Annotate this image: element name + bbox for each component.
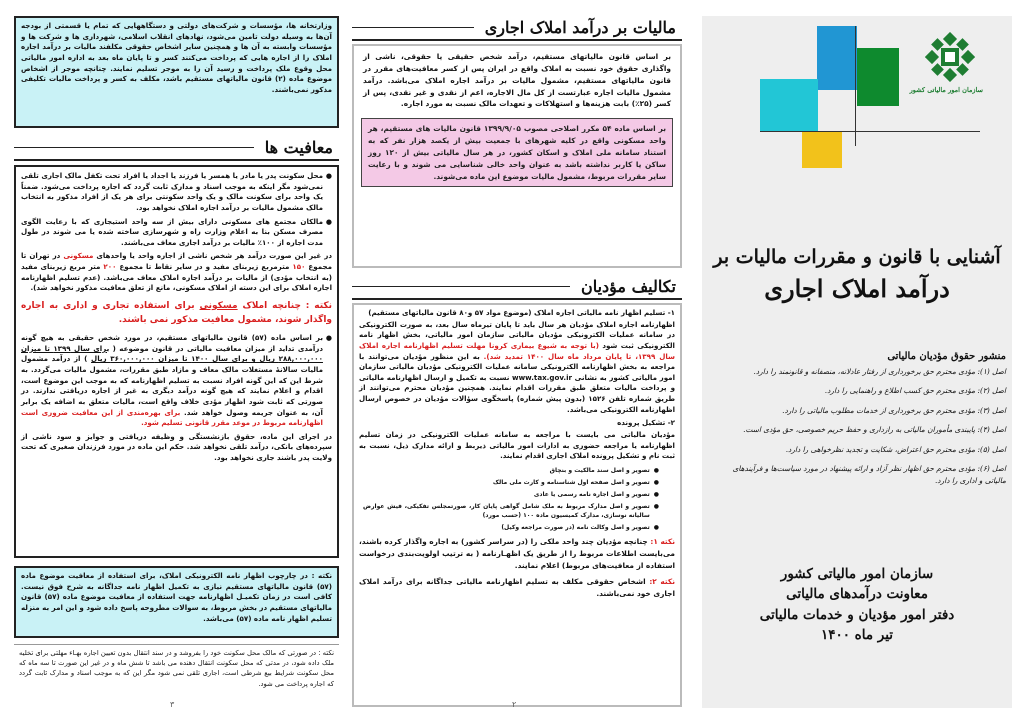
cover-title-line-1: آشنایی با قانون و مقررات مالیات بر bbox=[713, 246, 1001, 268]
tax-org-logo-icon bbox=[925, 32, 975, 82]
rental-tax-heading: مالیات بر درآمد املاک اجاری bbox=[484, 18, 676, 37]
exemption-item-1: ● محل سکونت پدر یا مادر یا همسر یا فرزند یا اجداد یا افراد تحت تکفل مالک اجاری تلقی نمی‌شود مگر اینکه به موجب اسناد و مدارک ثابت گردد که اجاره پرداخت می‌شود. ضمناً یک واحد برای سکونت مالک و یک واحد سکونتی برای هر یک از افراد مذکور به انتخاب مالک مشمول مالیات بر درآمد اجاره املاک نخواهد بود. bbox=[21, 171, 332, 214]
charter-article-1: اصل (۱): مؤدی محترم حق برخورداری از رفتار عادلانه، منصفانه و قانونمند را دارد. bbox=[753, 367, 1006, 376]
exemption-area-paragraph bbox=[21, 251, 332, 294]
bullet-icon: ● bbox=[653, 523, 659, 531]
duty-2-text: مؤدیان مالیاتی می بایست با مراجعه به سامانه عملیات الکترونیکی در زمان تسلیم اظهارنامه یا مراجعه حضوری به ادارات امور مالیاتی ذیربط و ارائه مدارک ذیل، نسبت به ثبت نام و تشکیل پرونده املاک اجاری اقدام نمایند. bbox=[359, 430, 675, 461]
vacancy-highlight bbox=[361, 118, 673, 187]
panel-exemptions bbox=[14, 16, 339, 708]
rental-tax-box bbox=[352, 44, 682, 268]
duty-1-text bbox=[359, 320, 675, 416]
org-logo-text: سازمان امور مالیاتی کشور bbox=[909, 86, 983, 94]
duties-box bbox=[352, 303, 682, 707]
duties-heading: تکالیف مؤدیان bbox=[580, 277, 676, 296]
org-logo bbox=[909, 32, 983, 102]
duty-1-title: ۱- تسلیم اظهار نامه مالیاتی اجاره املاک (موضوع مواد ۵۷ و۸۰ قانون مالیاتهای مستقیم) bbox=[368, 308, 675, 317]
document-item: تصویر و اصل صفحه اول شناسنامه و کارت ملی مالک bbox=[492, 478, 650, 486]
exemptions-heading-row bbox=[14, 136, 339, 161]
area-text-200: ۲۰۰ bbox=[103, 262, 117, 272]
bullet-icon: ● bbox=[653, 502, 659, 510]
duties-heading-row bbox=[352, 275, 682, 300]
publish-date: تیر ماه ۱۴۰۰ bbox=[820, 626, 894, 643]
exemption-item-2: ● مالکان مجتمع های مسکونی دارای بیش از سه واحد استیجاری که با رعایت الگوی مصرف مسکن بنا به اعلام وزارت راه و شهرسازی ساخته شده یا می شوند در طول مدت اجاره از ۱۰۰٪ مالیات بر درآمد اجاری معاف می‌باشند. bbox=[21, 217, 332, 249]
panel-rental-tax bbox=[352, 16, 682, 708]
document-item: تصویر و اصل سند مالکیت و بنچاق bbox=[549, 466, 650, 474]
area-text-a: در غیر این صورت درآمد هر شخص ناشی از اجاره واحد یا واحدهای bbox=[96, 251, 332, 261]
page-number-3: ۳ bbox=[170, 700, 175, 708]
heading-rule bbox=[352, 27, 474, 28]
area-text-150: ۱۵۰ bbox=[292, 262, 306, 272]
publisher-org: سازمان امور مالیاتی کشور bbox=[780, 566, 934, 582]
charter-title: منشور حقوق مؤدیان مالیاتی bbox=[887, 351, 1006, 362]
note-text-residential: مسکونی bbox=[199, 301, 238, 312]
rental-tax-intro: بر اساس قانون مالیاتهای مستقیم، درآمد شخص حقیقی یا حقوقی، ناشی از واگذاری حقوق خود نسبت به املاک واقع در ایران پس از کسر معافیت‌های مقرر در قانون مالیاتهای مستقیم، مشمول مالیات بر درآمد اجاره املاک می‌باشد. درآمد مشمول مالیات اجاره عبارتست از کل مال الاجاره، اعم از نقدی و غیر نقدی، پس از کسر (۲۵٪) بابت هزینه‌ها و استهلاکات و تعهدات مالک نسبت به مورد اجاره. bbox=[363, 52, 671, 109]
bullet-icon: ● bbox=[653, 466, 659, 474]
area-text-c: مترمربع زیربنای مفید و در سایر نقاط تا مجموع bbox=[119, 262, 290, 272]
document-item: تصویر و اصل وکالت نامه (در صورت مراجعه وکیل) bbox=[501, 523, 650, 531]
electronic-note-box bbox=[14, 566, 339, 638]
charter-article-3: اصل (۳): مؤدی محترم حق برخورداری از خدمات مطلوب مالیاتی را دارد. bbox=[782, 405, 1006, 415]
rental-tax-heading-row bbox=[352, 16, 682, 41]
exemptions-heading: معافیت ها bbox=[264, 138, 333, 157]
note-2 bbox=[359, 576, 675, 600]
duty-2-title: ۲- تشکیل پرونده bbox=[617, 418, 675, 428]
article57-deadline: برای بهره‌مندی از این معافیت ضروری است اظهارنامه مربوط در موعد مقرر قانونی تسلیم شود. bbox=[21, 407, 323, 428]
cyan-square bbox=[760, 79, 818, 131]
withholding-text: وزارتخانه ها، مؤسسات و شرکت‌های دولتی و دستگاههایی که تمام یا قسمتی از بودجه آن‌ها به وسیله دولت تامین می‌شود، نهادهای انقلاب اسلامی، شهرداری ها و شرکت ها و مؤسسات وابسته به آن ها و همچنین سایر اشخاص حقوقی مکلفند مالیات بر درآمد اجاره املاک را از اجاره هایی که پرداخت می‌کنند کسر و تا پایان ماه بعد به اداره امور مالیاتی محل وقوع ملک پرداخت و رسید آن را به موجر تسلیم نمایند. چنانچه موجر از اشخاص موضوع ماده (۲) قانون مالیاتهای مستقیم باشد، مکلف به کسر و پرداخت مالیات تکلیفی مذکور نمی‌باشند. bbox=[21, 21, 332, 94]
taxpayer-charter bbox=[710, 351, 1006, 494]
document-item: تصویر و اصل اجاره نامه رسمی یا عادی bbox=[533, 490, 650, 498]
duty-1-text-a: اظهارنامه اجاره املاک مؤدیان هر سال باید تا پایان تیرماه سال بعد، به صورت الکترونیکی در سامانه عملیات الکترونیکی مؤدیان مالیاتی سازمان امور مالیاتی، بخش اظهار نامه الکترونیکی ثبت شود bbox=[359, 319, 675, 350]
note-1-text: چنانچه مؤدیان چند واحد ملکی را (در سراسر کشور) به اجاره واگذار کرده باشند، می‌بایست اطلاعات مربوط را از طریق یک اظهـارنامه ( به ترتیب اولویت‌بندی درخواست استفاده از معافیت‌های مربوط) اعلام نمایند. bbox=[359, 536, 675, 571]
charter-article-2: اصل (۲): مؤدی محترم حق کسب اطلاع و راهنمایی را دارد. bbox=[824, 386, 1006, 396]
sale-footnote-text: نکته : در صورتی که مالک محل سکونت خود را بفروشد و در سند انتقال بدون تعیین اجاره بهـاء مهلتی برای تخلیه ملک داده شود، در مدتی که محل سکونت انتقال دهنده می باشد تا شش ماه و در غیر این صورت تا سه ماه که محل سکونت شرایط بیع شرطی است، اجاری تلقی نمی شود مگر این که به موجب اسناد و مدارک ثابت گردد که اجاره پرداخت می شود. bbox=[19, 649, 334, 688]
article57-remarks: در اجرای این ماده، حقوق بازنشستگی و وظیفه دریافتی و جوایز و سود ناشی از سپرده‌های بانکی، درآمد تلقی نخواهد شد. حکم این ماده در مورد فرزندان صغیری که تحت ولایت پدر باشند جاری نخواهد بود. bbox=[21, 431, 332, 463]
area-text-residential: مسکونی bbox=[63, 251, 94, 261]
exemptions-box bbox=[14, 165, 339, 558]
bullet-icon: ● bbox=[653, 478, 659, 486]
duty-1-extension: (با توجه به شیوع بیماری کرونا مهلت تسلیم اظهارنامه اجاره املاک سال ۱۳۹۹، تا پایان مرداد ماه سال ۱۴۰۰ تمدید شد). bbox=[359, 340, 675, 361]
vertical-line bbox=[855, 26, 856, 146]
document-item: تصویر و اصل مدارک مربوط به ملک شامل گواهی پایان کار، صورتمجلس تفکیکی، فیش عوارض سالیانه نوسازی، مدارک کمیسیون ماده ۱۰۰ (حسب مورد) bbox=[363, 502, 650, 519]
article57-amounts: برای سال ۱۳۹۹ تا میزان ۲۸۸,۰۰۰,۰۰۰ ریال و برای سال ۱۴۰۰ تا میزان ۳۶۰,۰۰۰,۰۰۰ ریال bbox=[21, 343, 323, 364]
publisher-block bbox=[702, 564, 1012, 645]
horizontal-line bbox=[760, 131, 980, 132]
duty-1-text-b: به این منظور مؤدیان می‌توانند با مراجعه به بخش اظهارنامه الکترونیکی سامانه عملیات الکترونیکی مؤدیان مالیاتی سازمان امور مالیاتی کشور به نشانی www.tax.gov.ir نسبت به تکمیل و ارسال اظهارنامه مالیاتی و پرداخت مالیات متعلق طبق مقررات اقدام نمایند. همچنین مؤدیان محترم می‌توانند از طریق شماره تلفن ۱۵۲۶ (بدون پیش شماره) پاسخگوی سؤالات مؤدیان در خصوص ارسال اظهارنامه الکترونیکی می‌باشد. bbox=[359, 351, 675, 414]
note-text-c: برای استفاده تجاری و اداری به اجاره واگذار شوند، مشمول معافیت مذکور نمی باشند. bbox=[21, 301, 332, 325]
list-item bbox=[363, 478, 659, 487]
publisher-deputy: معاونت درآمدهای مالیاتی bbox=[786, 586, 928, 603]
sale-footnote-box bbox=[14, 644, 339, 704]
article57-text-b: ) از درآمد مشمول مالیات سالانهٔ مستغلات مالک معاف و مازاد طبق مقررات، مشمول مالیات می‌گردد. به شرط این که این گونه افراد نسبت به تسلیم اظهارنامه که به موجب این موضوع است، اقدام و اعلام نمایند که هیچ گونه درآمد دیگری به غیر از اجاره دریافتی ندارند. در صورتی که ثابت شود اظهار مؤدی خلاف واقع است، مالیات متعلق به اضافه یک برابر آن، به عنوان جریمه وصول خواهد شد. bbox=[21, 354, 323, 417]
charter-article-5: اصل (۵): مؤدی محترم حق اعتراض، شکایت و تجدید نظرخواهی را دارد. bbox=[785, 444, 1006, 454]
area-text-d: متر مربع زیربنای مفید (به انتخاب مؤدی) از مالیات بر درآمد اجاره املاک معاف می‌باشد. (عدم تسلیم اظهارنامه اجاره املاک برای این دسته از املاک مسکونی، مانع از تعلق معافیت مذکور نخواهد شد). bbox=[21, 262, 332, 293]
list-item bbox=[363, 490, 659, 499]
panel-cover bbox=[702, 16, 1012, 708]
list-item bbox=[363, 502, 659, 520]
withholding-box bbox=[14, 16, 339, 128]
cover-graphic bbox=[702, 16, 1012, 168]
vacancy-highlight-text: بر اساس ماده ۵۴ مکرر اصلاحی مصوب ۱۳۹۹/۹/۰۵ قانون مالیات های مستقیم، هر واحد مسکونی واقع در کلیه شهرهای با جمعیت بیش از یکصد هزار نفر که به استناد سامانه ملی املاک و اسکان کشور، در هر سال مالیاتی بیش از ۱۲۰ روز ساکن یا کاربر نداشته باشد به عنوان واحد خالی شناسایی می شوند و با رعایت سایر مقررات مربوط، مشمول مالیات موضوع این ماده می‌شوند. bbox=[368, 124, 667, 181]
note-text-a: نکته : چنانچه املاک bbox=[242, 301, 332, 312]
heading-rule bbox=[14, 147, 254, 148]
exemption-item-3 bbox=[21, 333, 332, 429]
note-2-label: نکته ۲: bbox=[649, 576, 675, 586]
charter-article-6: اصل (۶): مؤدی محترم حق اظهار نظر آزاد و ارائه پیشنهاد در مورد سیاست‌ها و فرآیندهای مالیاتی و اداری را دارد. bbox=[732, 464, 1006, 485]
page-number-2: ۲ bbox=[512, 700, 517, 708]
green-square bbox=[857, 48, 899, 106]
cover-title bbox=[702, 244, 1012, 307]
electronic-note-text: نکته : در چارچوب اظهار نامه الکترونیکی املاک، برای استفاده از معافیت موضوع ماده (۵۷) قانون مالیاتهای مستقیم نیازی به تکمیل اظهار نامه جداگانه به شرح فوق نیست. کافی است در زمان تکمیـل اظهارنامه جهت استفاده از معافیت موضوع ماده (۵۷) قانون مالیاتهای مستقیم در بخش مربوط، به سوالات مطروحه پاسخ داده شود و این امر به منزله تسلیم اظهار نامه ماده (۵۷) می‌باشد. bbox=[21, 571, 333, 623]
area-text-b: در تهران تا مجموع bbox=[21, 251, 332, 272]
note-1-label: نکته ۱: bbox=[650, 536, 676, 546]
required-documents-list bbox=[359, 466, 675, 532]
publisher-office: دفتر امور مؤدیان و خدمات مالیاتی bbox=[759, 606, 955, 623]
note-1 bbox=[359, 536, 675, 573]
yellow-square bbox=[802, 132, 842, 168]
note-2-text: اشخاص حقوقی مکلف به تسلیم اظهارنامه مالیاتی جداگانه برای درآمد املاک اجاری خود نمی‌باشند. bbox=[359, 576, 675, 598]
charter-article-4: اصل (۴): پایبندی مأموران مالیاتی به رازداری و حفظ حریم خصوصی، حق مؤدی است. bbox=[743, 425, 1006, 435]
cover-title-line-2: درآمد املاک اجاری bbox=[764, 273, 950, 303]
list-item bbox=[363, 523, 659, 532]
article57-text-a: بر اساس ماده (۵۷) قانون مالیاتهای مستقیم، در مورد شخص حقیقی به هیچ گونه درآمدی تداید از میزان معافیت مالیاتی در قانون موضوعه ( bbox=[21, 333, 323, 353]
blue-square bbox=[817, 26, 857, 90]
list-item bbox=[363, 466, 659, 475]
bullet-icon: ● bbox=[653, 490, 659, 498]
heading-rule bbox=[352, 286, 570, 287]
commercial-use-note bbox=[21, 300, 332, 327]
